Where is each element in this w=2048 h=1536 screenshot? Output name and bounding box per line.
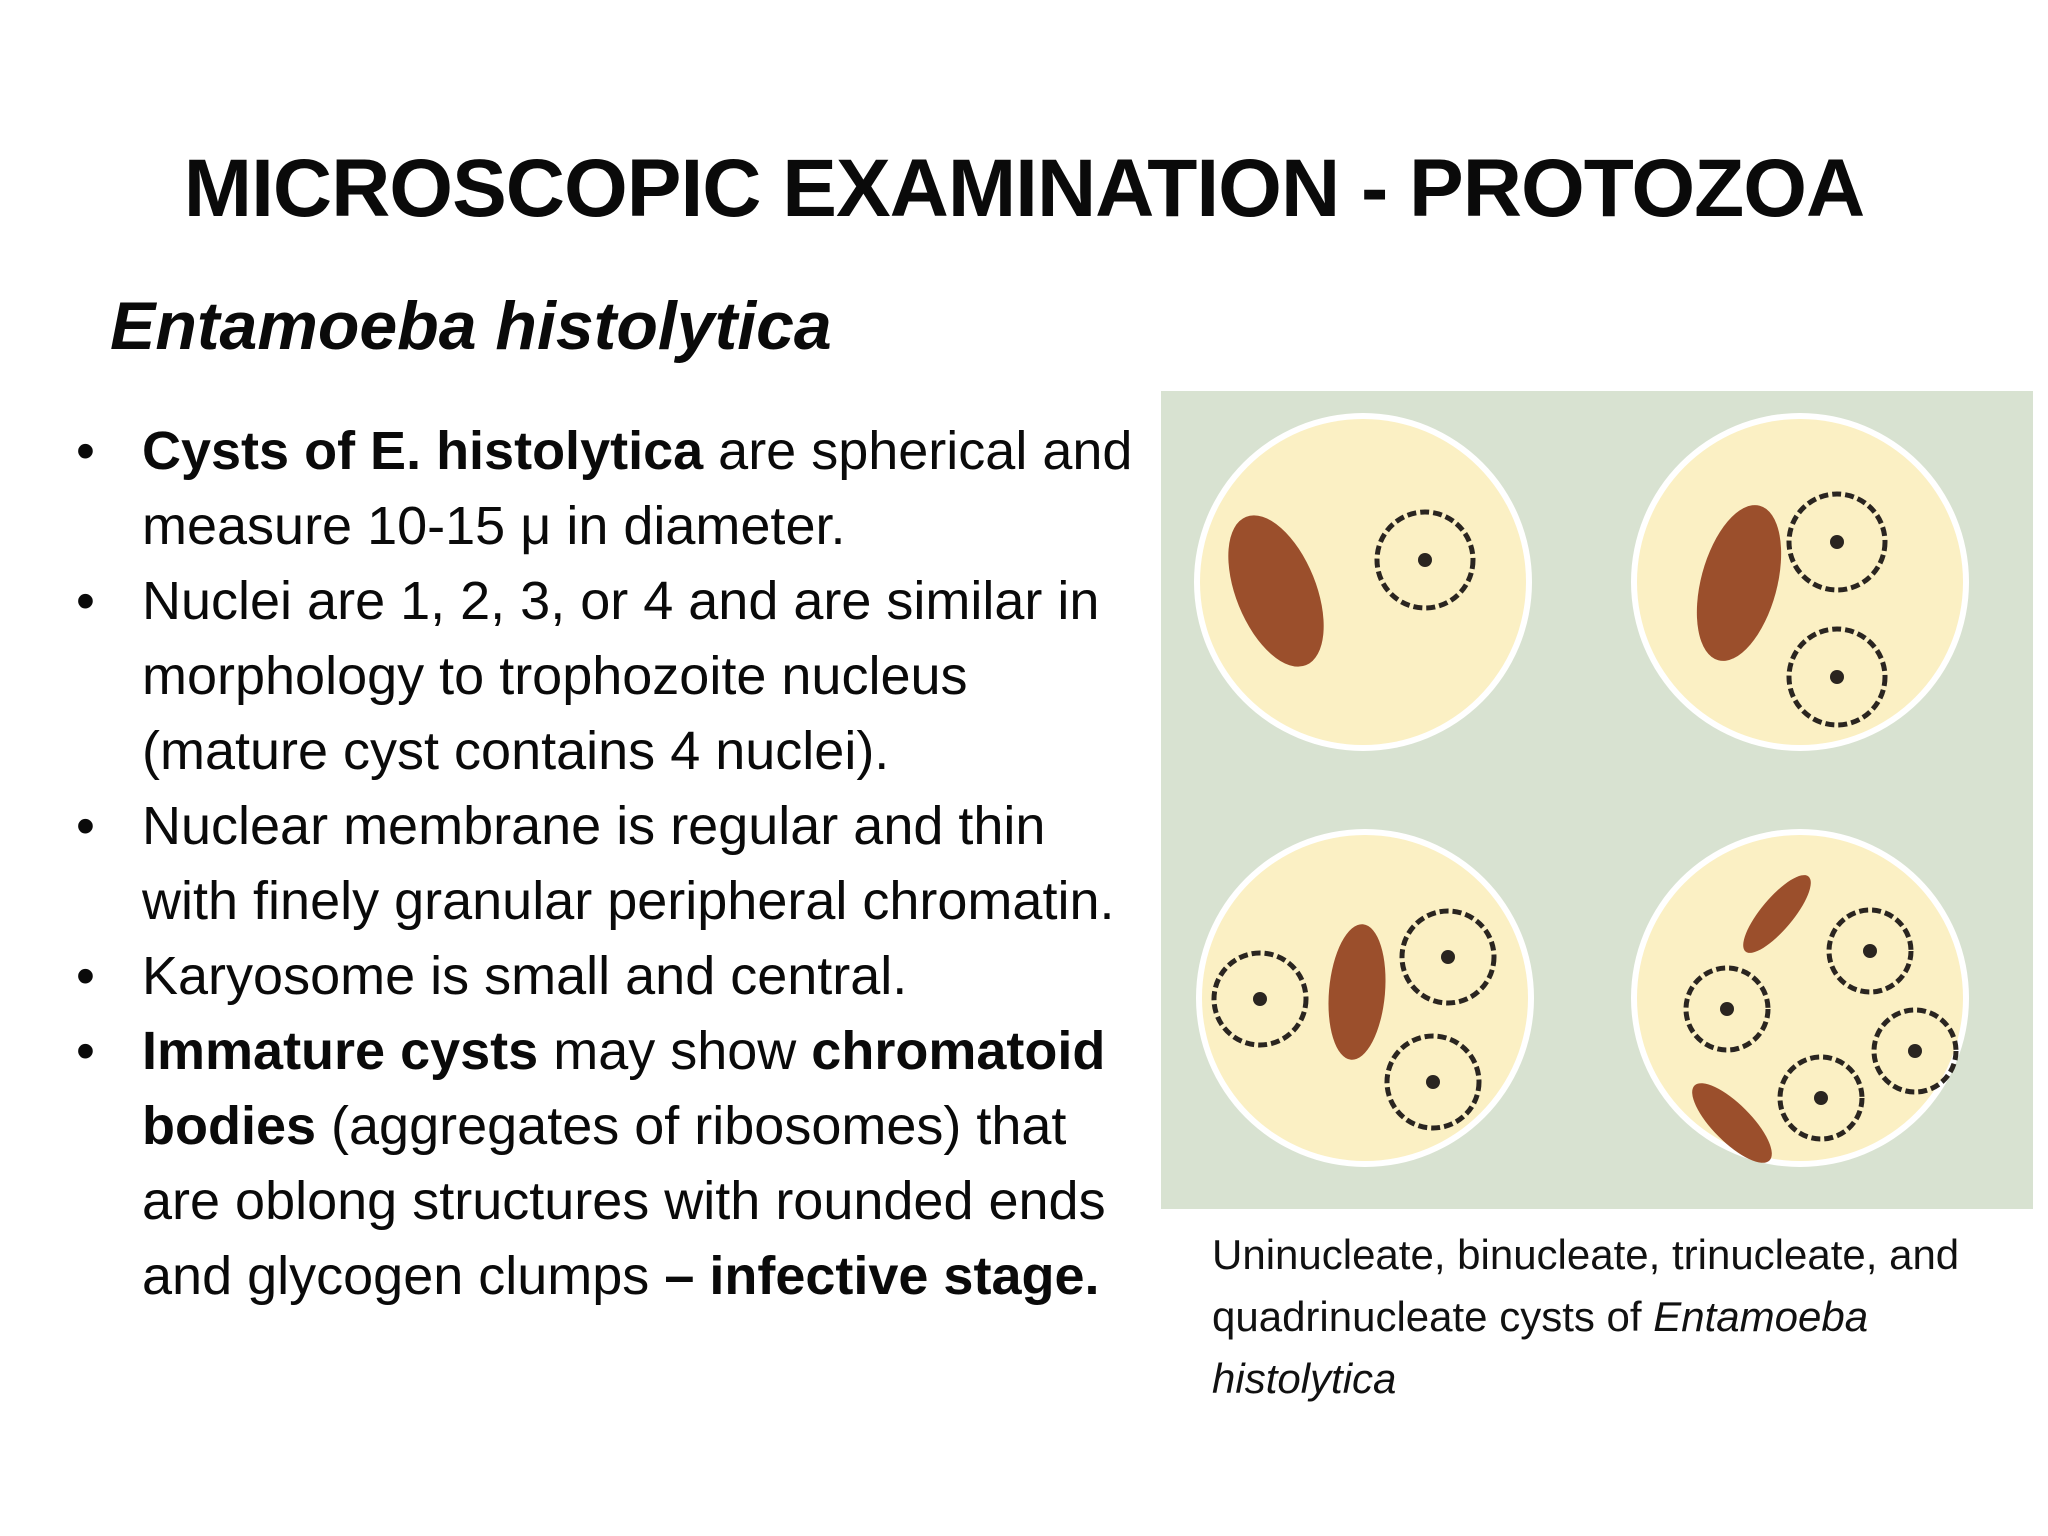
bullet-text: Nuclear membrane is regular and thin with finely granular peripheral chromatin. bbox=[142, 796, 1115, 931]
cyst-body bbox=[1637, 419, 1963, 745]
bullet-text-bold: Cysts of E. histolytica bbox=[142, 421, 704, 481]
bullet-text-bold: Immature cysts bbox=[142, 1021, 539, 1081]
bullet-text-bold: – infective stage. bbox=[664, 1246, 1100, 1306]
karyosome bbox=[1830, 535, 1844, 549]
karyosome bbox=[1863, 944, 1877, 958]
karyosome bbox=[1426, 1075, 1440, 1089]
cyst-illustration bbox=[1161, 391, 2033, 1209]
figure-caption-species: Entamoeba histolytica bbox=[1212, 1293, 1869, 1402]
bullet-text: (aggregates of ribosomes) that are oblong structures with rounded ends and glycogen clumps bbox=[142, 1096, 1106, 1306]
bullet-text: Nuclei are 1, 2, 3, or 4 and are similar in morphology to trophozoite nucleus (mature cyst contains 4 nuclei). bbox=[142, 571, 1100, 781]
bullet-item bbox=[72, 414, 1152, 564]
karyosome bbox=[1720, 1002, 1734, 1016]
bullet-text-bold: chromatoid bodies bbox=[142, 1021, 1106, 1156]
bullet-item bbox=[72, 1014, 1152, 1314]
karyosome bbox=[1830, 670, 1844, 684]
karyosome bbox=[1908, 1044, 1922, 1058]
bullet-item bbox=[72, 789, 1152, 939]
figure-caption-text: Uninucleate, binucleate, trinucleate, and quadrinucleate cysts of bbox=[1212, 1231, 1960, 1340]
slide-title: MICROSCOPIC EXAMINATION - PROTOZOA bbox=[183, 143, 1865, 234]
bullet-dot-icon: • bbox=[76, 571, 95, 631]
bullet-item bbox=[72, 939, 1152, 1014]
bullet-dot-icon: • bbox=[76, 796, 95, 856]
karyosome bbox=[1814, 1091, 1828, 1105]
cyst-illustration-svg bbox=[1161, 391, 2033, 1209]
bullet-text: are spherical and measure 10-15 μ in diameter. bbox=[142, 421, 1133, 556]
bullet-dot-icon: • bbox=[76, 946, 95, 1006]
bullet-dot-icon: • bbox=[76, 421, 95, 481]
bullet-item bbox=[72, 564, 1152, 789]
bullet-text: Karyosome is small and central. bbox=[142, 946, 908, 1006]
bullet-dot-icon: • bbox=[76, 1021, 95, 1081]
bullet-list bbox=[72, 414, 1152, 1314]
karyosome bbox=[1441, 950, 1455, 964]
slide-subtitle: Entamoeba histolytica bbox=[110, 288, 832, 364]
bullet-text: may show bbox=[538, 1021, 812, 1081]
karyosome bbox=[1418, 553, 1432, 567]
figure-caption bbox=[1212, 1224, 2042, 1410]
karyosome bbox=[1253, 992, 1267, 1006]
